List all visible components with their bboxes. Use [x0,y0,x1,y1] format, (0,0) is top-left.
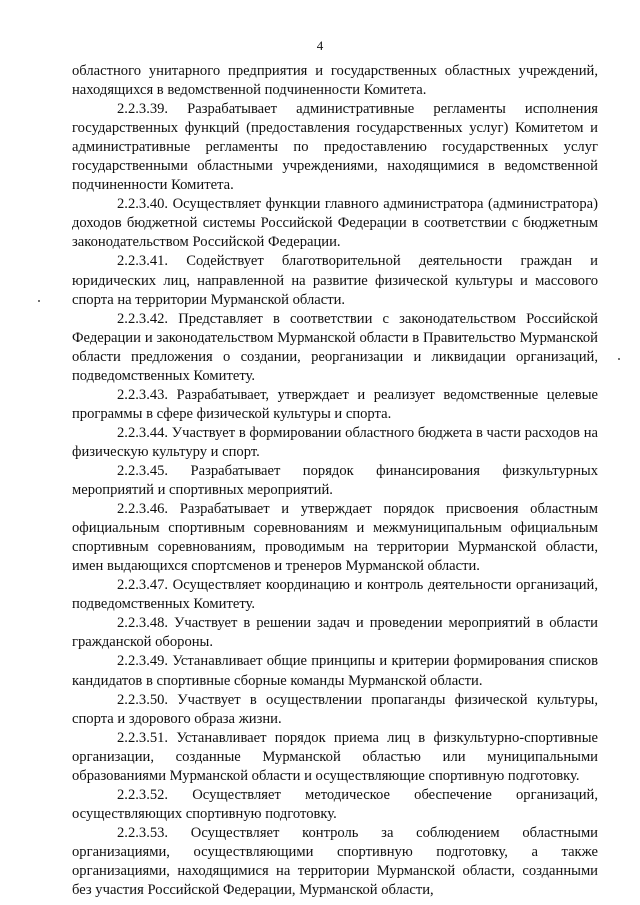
scan-speck [38,300,40,302]
paragraph-2-2-3-48: 2.2.3.48. Участвует в решении задач и проведении мероприятий в области гражданской обороны. [72,615,598,651]
paragraph-continuation: областного унитарного предприятия и государственных областных учреждений, находящихся в ведомственной подчиненности Комитета. [72,63,598,99]
paragraph-2-2-3-44: 2.2.3.44. Участвует в формировании областного бюджета в части расходов на физическую культуру и спорт. [72,424,598,460]
paragraph-2-2-3-53: 2.2.3.53. Осуществляет контроль за соблюдением областными организациями, осуществляющими спортивную подготовку, а также организациями, находящимися на территории Мурманской области, созданными без участия Российской Федерации, Мурманской области, [72,824,598,899]
paragraph-2-2-3-45: 2.2.3.45. Разрабатывает порядок финансирования физкультурных мероприятий и спортивных мероприятий. [72,462,598,499]
paragraph-2-2-3-50: 2.2.3.50. Участвует в осуществлении пропаганды физической культуры, спорта и здорового образа жизни. [72,691,598,727]
paragraph-2-2-3-51: 2.2.3.51. Устанавливает порядок приема лиц в физкультурно-спортивные организации, созданные Мурманской областью или муниципальными образованиями Мурманской области и осуществляющие спортивную подготовку. [72,729,598,784]
paragraph-2-2-3-46: 2.2.3.46. Разрабатывает и утверждает порядок присвоения областным официальным спортивным соревнованиям и межмуниципальным официальным спортивным соревнованиям, проводимым на территории Мурманской области, имен выдающихся спортсменов и тренеров Мурманской области. [72,501,598,575]
scan-speck [618,358,620,360]
paragraph-2-2-3-43: 2.2.3.43. Разрабатывает, утверждает и реализует ведомственные целевые программы в сфере физической культуры и спорта. [72,386,598,422]
paragraph-2-2-3-47: 2.2.3.47. Осуществляет координацию и контроль деятельности организаций, подведомственных Комитету. [72,577,598,613]
paragraph-2-2-3-52: 2.2.3.52. Осуществляет методическое обеспечение организаций, осуществляющих спортивную подготовку. [72,786,598,822]
paragraph-2-2-3-40: 2.2.3.40. Осуществляет функции главного администратора (администратора) доходов бюджетной системы Российской Федерации в соответствии с бюджетным законодательством Российской Федерации. [72,196,598,251]
document-body [72,62,598,900]
paragraph-2-2-3-49: 2.2.3.49. Устанавливает общие принципы и критерии формирования списков кандидатов в спортивные сборные команды Мурманской области. [72,653,598,689]
paragraph-2-2-3-41: 2.2.3.41. Содействует благотворительной деятельности граждан и юридических лиц, направленной на развитие физической культуры и массового спорта на территории Мурманской области. [72,253,598,308]
paragraph-2-2-3-42: 2.2.3.42. Представляет в соответствии с законодательством Российской Федерации и законодательством Мурманской области в Правительство Мурманской области предложения о создании, реорганизации и ликвидации организаций, подведомственных Комитету. [72,310,598,384]
page-number: 4 [316,38,324,53]
paragraph-2-2-3-39: 2.2.3.39. Разрабатывает административные регламенты исполнения государственных функций (предоставления государственных услуг) Комитетом и административные регламенты по предоставлению государственных услуг государственными областными учреждениями, находящимися в ведомственной подчиненности Комитета. [72,101,598,194]
